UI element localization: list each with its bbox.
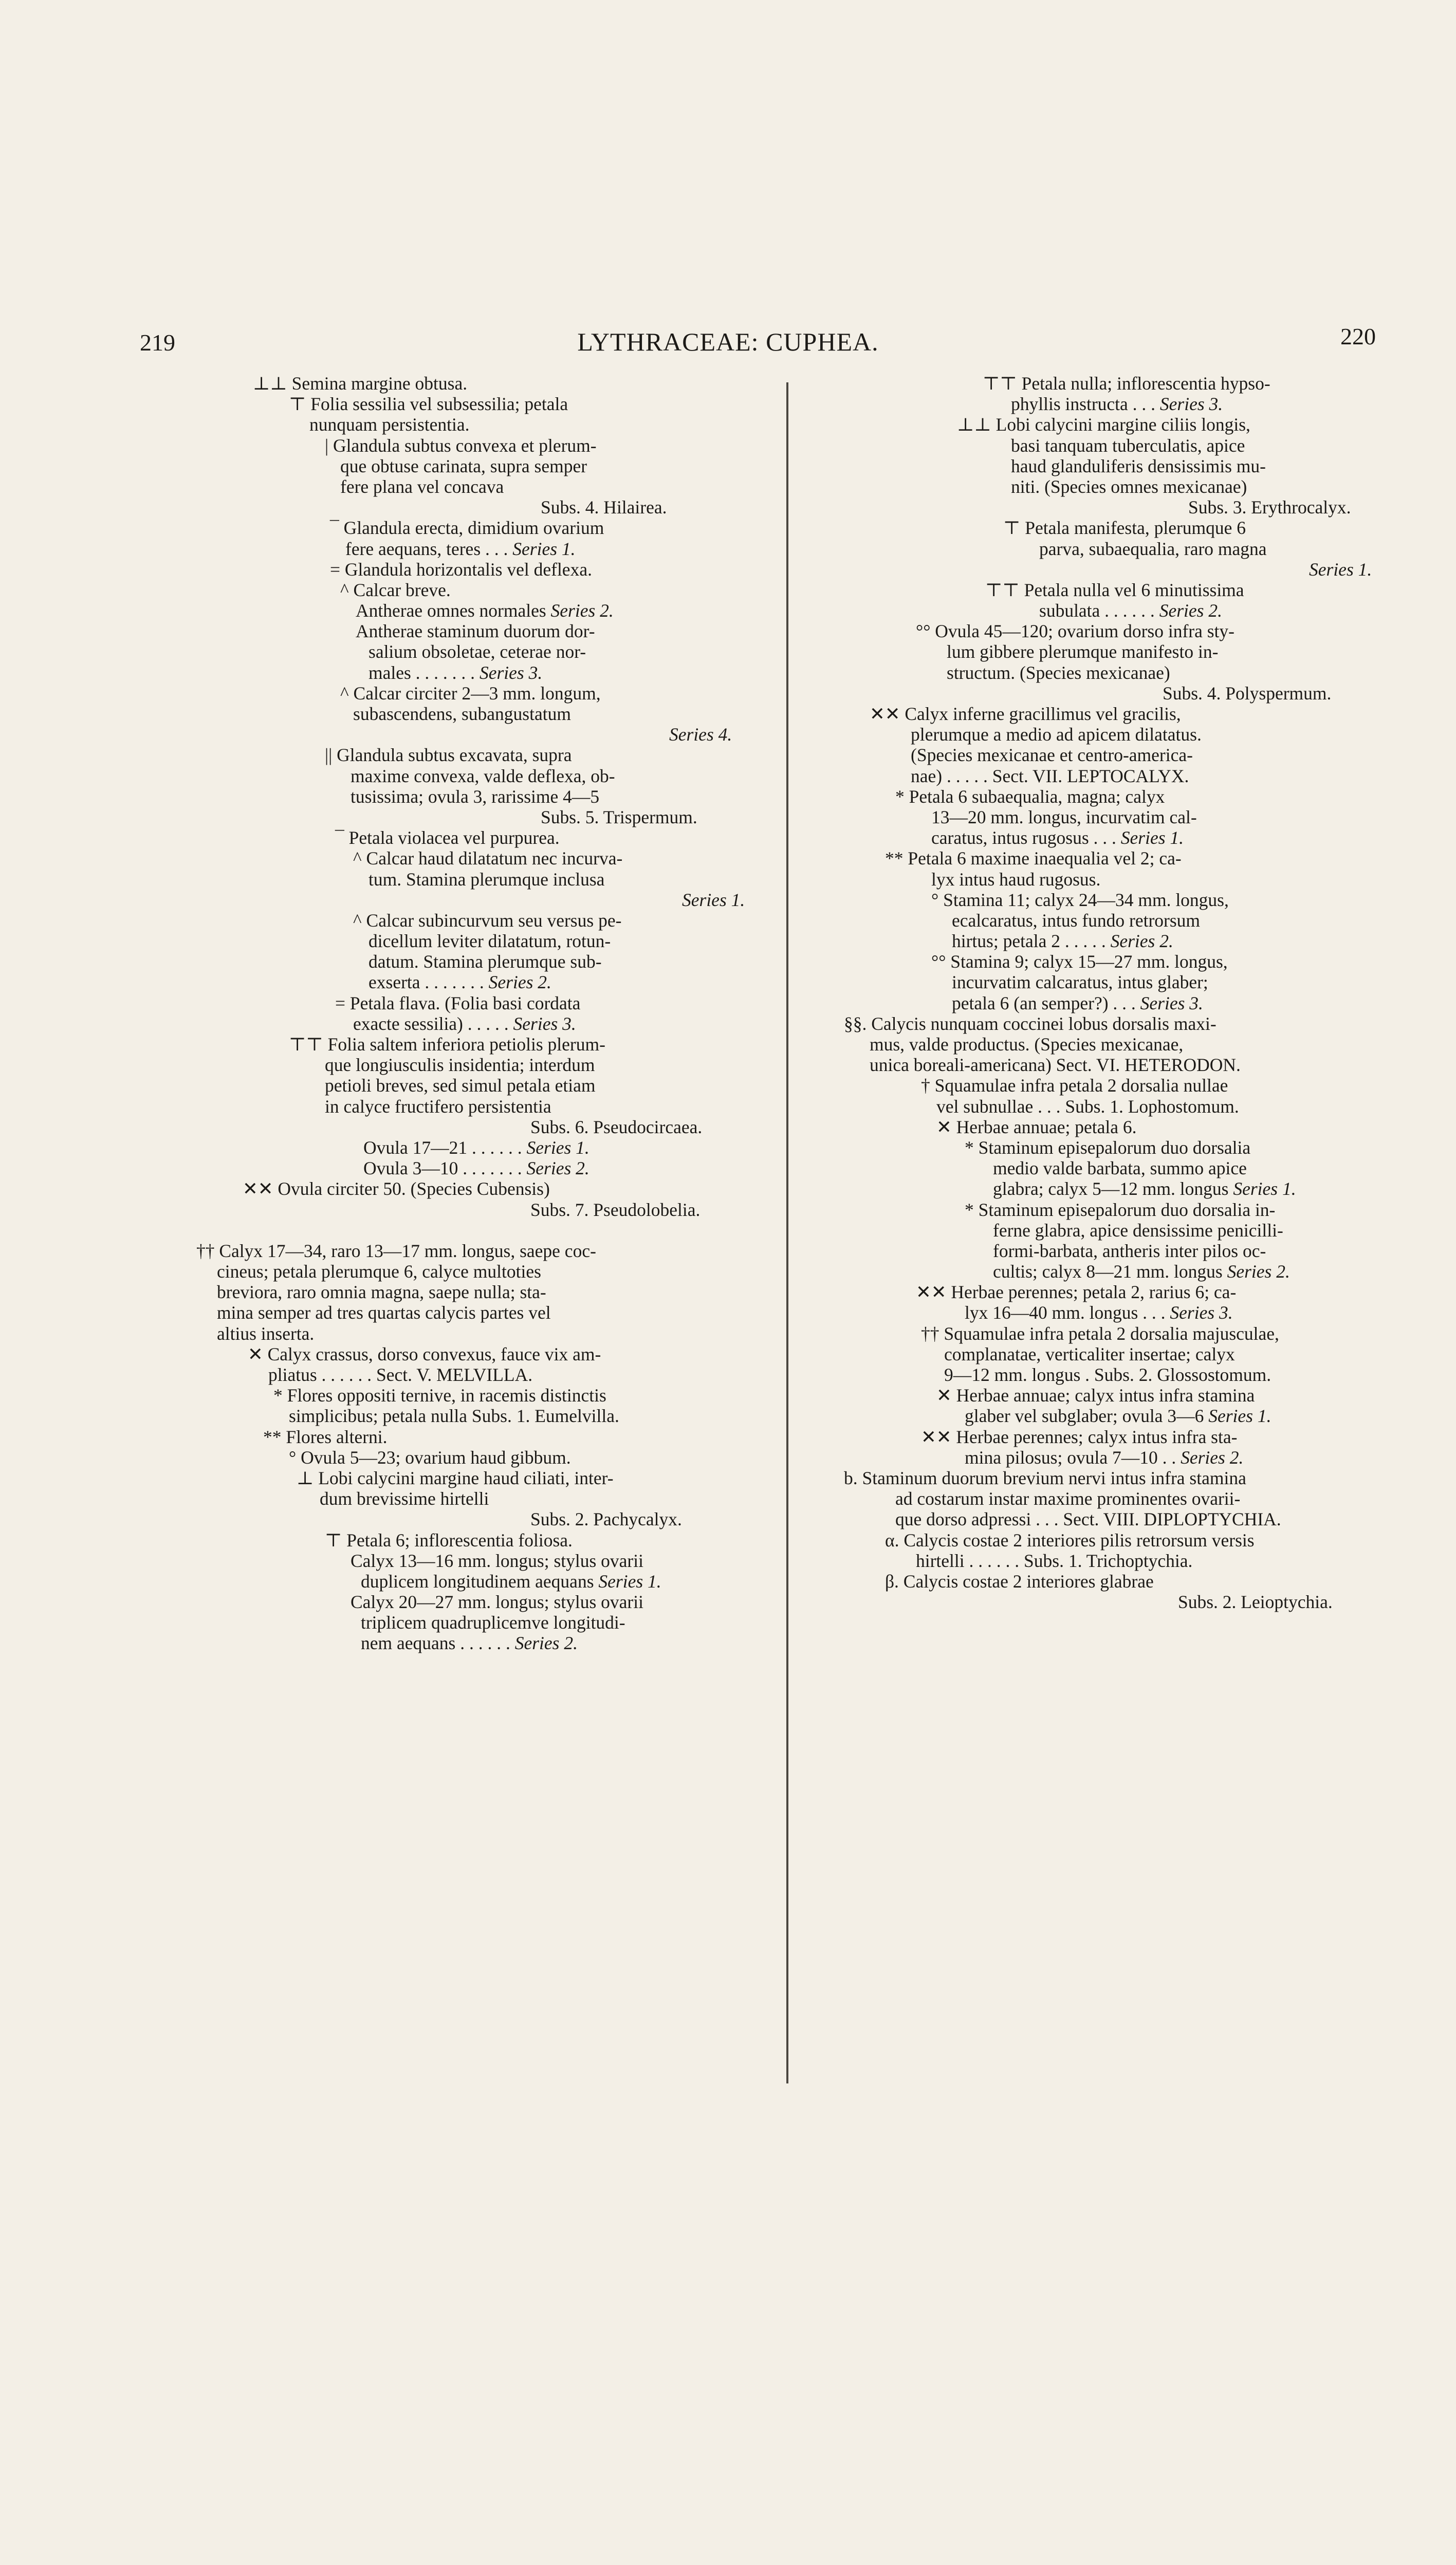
- key-line: ⊤⊤ Petala nulla; inflorescentia hypso-: [983, 373, 1270, 394]
- key-line: nae) . . . . . Sect. VII. LEPTOCALYX.: [911, 765, 1189, 786]
- key-line: lyx 16—40 mm. longus . . . Series 3.: [965, 1302, 1233, 1323]
- key-line: subulata . . . . . . Series 2.: [1039, 600, 1222, 621]
- key-line: α. Calycis costae 2 interiores pilis retrorsum versis: [885, 1529, 1255, 1551]
- key-line: ^ Calcar breve.: [340, 579, 451, 600]
- key-line: * Flores oppositi ternive, in racemis distinctis: [273, 1385, 606, 1406]
- key-line: tum. Stamina plerumque inclusa: [368, 869, 605, 890]
- key-line: mus, valde productus. (Species mexicanae,: [870, 1034, 1184, 1055]
- key-line: ad costarum instar maxime prominentes ovarii-: [895, 1488, 1241, 1509]
- key-line: † Squamulae infra petala 2 dorsalia nullae: [921, 1075, 1228, 1096]
- key-line: exserta . . . . . . . Series 2.: [368, 972, 551, 993]
- key-line: ✕ Herbae annuae; petala 6.: [936, 1116, 1137, 1137]
- key-line: ¯ Glandula erecta, dimidium ovarium: [330, 518, 604, 539]
- key-line: ⊤⊤ Folia saltem inferiora petiolis plerum-: [289, 1034, 605, 1055]
- key-line: complanatae, verticaliter insertae; calyx: [944, 1343, 1235, 1364]
- key-line: 9—12 mm. longus . Subs. 2. Glossostomum.: [944, 1364, 1271, 1385]
- key-line: * Staminum episepalorum duo dorsalia: [965, 1137, 1251, 1158]
- key-line: ⊤⊤ Petala nulla vel 6 minutissima: [985, 579, 1244, 600]
- key-line: Subs. 7. Pseudolobelia.: [530, 1199, 701, 1220]
- key-line: Antherae omnes normales Series 2.: [356, 600, 614, 621]
- key-line: ✕ Herbae annuae; calyx intus infra stamina: [936, 1385, 1255, 1406]
- key-line: Subs. 3. Erythrocalyx.: [1188, 497, 1351, 518]
- key-line: ^ Calcar subincurvum seu versus pe-: [353, 910, 622, 931]
- key-line: triplicem quadruplicemve longitudi-: [361, 1612, 625, 1633]
- key-line: nunquam persistentia.: [309, 414, 470, 435]
- key-line: pliatus . . . . . . Sect. V. MELVILLA.: [268, 1364, 533, 1385]
- key-line: petioli breves, sed simul petala etiam: [325, 1075, 596, 1096]
- key-line: haud glanduliferis densissimis mu-: [1011, 455, 1266, 476]
- key-line: ^ Calcar haud dilatatum nec incurva-: [353, 848, 623, 869]
- key-line: ferne glabra, apice densissime penicilli-: [993, 1220, 1283, 1241]
- key-line: Ovula 17—21 . . . . . . Series 1.: [363, 1137, 589, 1158]
- key-line: parva, subaequalia, raro magna: [1039, 538, 1267, 559]
- page-number-right: 220: [1340, 323, 1376, 349]
- key-line: ✕✕ Herbae perennes; petala 2, rarius 6; ca-: [916, 1282, 1237, 1303]
- key-line: ¯ Petala violacea vel purpurea.: [335, 827, 560, 848]
- key-line: lum gibbere plerumque manifesto in-: [947, 641, 1219, 662]
- key-line: simplicibus; petala nulla Subs. 1. Eumelvilla.: [289, 1406, 619, 1427]
- key-line: fere aequans, teres . . . Series 1.: [345, 538, 576, 559]
- key-line: ✕✕ Herbae perennes; calyx intus infra sta-: [921, 1426, 1238, 1447]
- key-line: niti. (Species omnes mexicanae): [1011, 476, 1247, 497]
- key-line: mina pilosus; ovula 7—10 . . Series 2.: [965, 1447, 1244, 1468]
- key-line: formi-barbata, antheris inter pilos oc-: [993, 1240, 1266, 1261]
- key-line: incurvatim calcaratus, intus glaber;: [952, 972, 1208, 993]
- key-line: tusissima; ovula 3, rarissime 4—5: [351, 786, 600, 807]
- key-line: ✕✕ Ovula circiter 50. (Species Cubensis): [243, 1178, 550, 1200]
- key-line: Calyx 13—16 mm. longus; stylus ovarii: [351, 1550, 643, 1571]
- key-line: ⊥⊥ Lobi calycini margine ciliis longis,: [957, 414, 1250, 435]
- key-line: que obtuse carinata, supra semper: [340, 455, 587, 476]
- key-line: §§. Calycis nunquam coccinei lobus dorsalis maxi-: [844, 1013, 1217, 1034]
- key-line: structum. (Species mexicanae): [947, 662, 1170, 683]
- key-line: Series 4.: [669, 724, 732, 745]
- key-line: ⊤ Petala 6; inflorescentia foliosa.: [325, 1529, 573, 1551]
- key-line: b. Staminum duorum brevium nervi intus infra stamina: [844, 1467, 1246, 1488]
- key-line: °° Ovula 45—120; ovarium dorso infra sty-: [916, 621, 1234, 642]
- key-line: ⊥ Lobi calycini margine haud ciliati, inter-: [297, 1467, 614, 1488]
- key-line: β. Calycis costae 2 interiores glabrae: [885, 1571, 1154, 1592]
- key-line: lyx intus haud rugosus.: [931, 869, 1101, 890]
- key-line: ** Petala 6 maxime inaequalia vel 2; ca-: [885, 848, 1182, 869]
- page-title: LYTHRACEAE: CUPHEA.: [577, 327, 879, 356]
- key-line: Ovula 3—10 . . . . . . . Series 2.: [363, 1158, 589, 1179]
- key-line: phyllis instructa . . . Series 3.: [1011, 394, 1223, 415]
- key-line: = Glandula horizontalis vel deflexa.: [330, 559, 592, 580]
- left-column: [191, 373, 762, 1654]
- key-line: que dorso adpressi . . . Sect. VIII. DIPLOPTYCHIA.: [895, 1509, 1281, 1530]
- key-line: °° Stamina 9; calyx 15—27 mm. longus,: [931, 951, 1228, 972]
- key-line: maxime convexa, valde deflexa, ob-: [351, 765, 615, 786]
- key-line: (Species mexicanae et centro-america-: [911, 745, 1193, 766]
- key-line: males . . . . . . . Series 3.: [368, 662, 543, 683]
- key-line: Subs. 4. Hilairea.: [541, 497, 667, 518]
- key-line: * Staminum episepalorum duo dorsalia in-: [965, 1199, 1276, 1220]
- key-line: = Petala flava. (Folia basi cordata: [335, 992, 581, 1013]
- key-line: glabra; calyx 5—12 mm. longus Series 1.: [993, 1178, 1296, 1200]
- key-line: Subs. 6. Pseudocircaea.: [530, 1116, 703, 1137]
- key-line: altius inserta.: [217, 1323, 315, 1344]
- key-line: breviora, raro omnia magna, saepe nulla; sta-: [217, 1282, 546, 1303]
- key-line: Series 1.: [682, 889, 745, 910]
- key-line: mina semper ad tres quartas calycis partes vel: [217, 1302, 551, 1323]
- key-line: medio valde barbata, summo apice: [993, 1158, 1247, 1179]
- key-line: || Glandula subtus excavata, supra: [325, 745, 572, 766]
- key-line: duplicem longitudinem aequans Series 1.: [361, 1571, 661, 1592]
- key-line: cineus; petala plerumque 6, calyce multoties: [217, 1261, 541, 1282]
- key-line: cultis; calyx 8—21 mm. longus Series 2.: [993, 1261, 1290, 1282]
- key-line: dum brevissime hirtelli: [320, 1488, 489, 1509]
- page-number-left: 219: [140, 329, 175, 356]
- key-line: basi tanquam tuberculatis, apice: [1011, 435, 1245, 456]
- key-line: subascendens, subangustatum: [353, 704, 571, 724]
- key-line: in calyce fructifero persistentia: [325, 1096, 551, 1117]
- key-line: ✕ Calyx crassus, dorso convexus, fauce vix am-: [248, 1343, 601, 1364]
- key-line: Calyx 20—27 mm. longus; stylus ovarii: [351, 1592, 643, 1613]
- key-line: plerumque a medio ad apicem dilatatus.: [911, 724, 1202, 745]
- key-line: caratus, intus rugosus . . . Series 1.: [931, 827, 1184, 848]
- key-line: ⊤ Folia sessilia vel subsessilia; petala: [289, 394, 568, 415]
- key-line: hirtelli . . . . . . Subs. 1. Trichoptychia.: [916, 1550, 1193, 1571]
- key-line: petala 6 (an semper?) . . . Series 3.: [952, 992, 1203, 1013]
- right-column: [808, 373, 1404, 1612]
- key-line: Subs. 4. Polyspermum.: [1163, 682, 1332, 704]
- key-line: unica boreali-americana) Sect. VI. HETERODON.: [870, 1055, 1241, 1076]
- key-line: ecalcaratus, intus fundo retrorsum: [952, 910, 1201, 931]
- key-line: ° Stamina 11; calyx 24—34 mm. longus,: [931, 889, 1229, 910]
- key-line: | Glandula subtus convexa et plerum-: [325, 435, 597, 456]
- key-line: ° Ovula 5—23; ovarium haud gibbum.: [289, 1447, 571, 1468]
- key-line: que longiusculis insidentia; interdum: [325, 1055, 595, 1076]
- key-line: Subs. 5. Trispermum.: [541, 806, 697, 827]
- page-header: [0, 323, 1456, 364]
- key-line: †† Calyx 17—34, raro 13—17 mm. longus, saepe coc-: [196, 1240, 596, 1261]
- key-line: [191, 1220, 762, 1241]
- key-line: ⊥⊥ Semina margine obtusa.: [253, 373, 468, 394]
- key-line: ** Flores alterni.: [263, 1426, 388, 1447]
- key-line: salium obsoletae, ceterae nor-: [368, 641, 586, 662]
- key-line: Subs. 2. Leioptychia.: [1178, 1592, 1333, 1613]
- key-line: fere plana vel concava: [340, 476, 504, 497]
- key-line: 13—20 mm. longus, incurvatim cal-: [931, 806, 1197, 827]
- key-line: exacte sessilia) . . . . . Series 3.: [353, 1013, 576, 1034]
- key-line: ⊤ Petala manifesta, plerumque 6: [1003, 518, 1246, 539]
- key-line: ✕✕ Calyx inferne gracillimus vel gracilis,: [870, 704, 1181, 724]
- column-divider: [786, 382, 788, 2083]
- key-line: Series 1.: [1309, 559, 1372, 580]
- key-line: dicellum leviter dilatatum, rotun-: [368, 931, 611, 952]
- key-line: †† Squamulae infra petala 2 dorsalia majusculae,: [921, 1323, 1279, 1344]
- key-line: datum. Stamina plerumque sub-: [368, 951, 602, 972]
- key-line: hirtus; petala 2 . . . . . Series 2.: [952, 931, 1173, 952]
- key-line: * Petala 6 subaequalia, magna; calyx: [895, 786, 1165, 807]
- key-line: glaber vel subglaber; ovula 3—6 Series 1.: [965, 1406, 1271, 1427]
- key-line: Antherae staminum duorum dor-: [356, 621, 595, 642]
- key-line: vel subnullae . . . Subs. 1. Lophostomum.: [936, 1096, 1239, 1117]
- key-line: ^ Calcar circiter 2—3 mm. longum,: [340, 682, 601, 704]
- key-line: Subs. 2. Pachycalyx.: [530, 1509, 682, 1530]
- key-line: nem aequans . . . . . . Series 2.: [361, 1633, 578, 1654]
